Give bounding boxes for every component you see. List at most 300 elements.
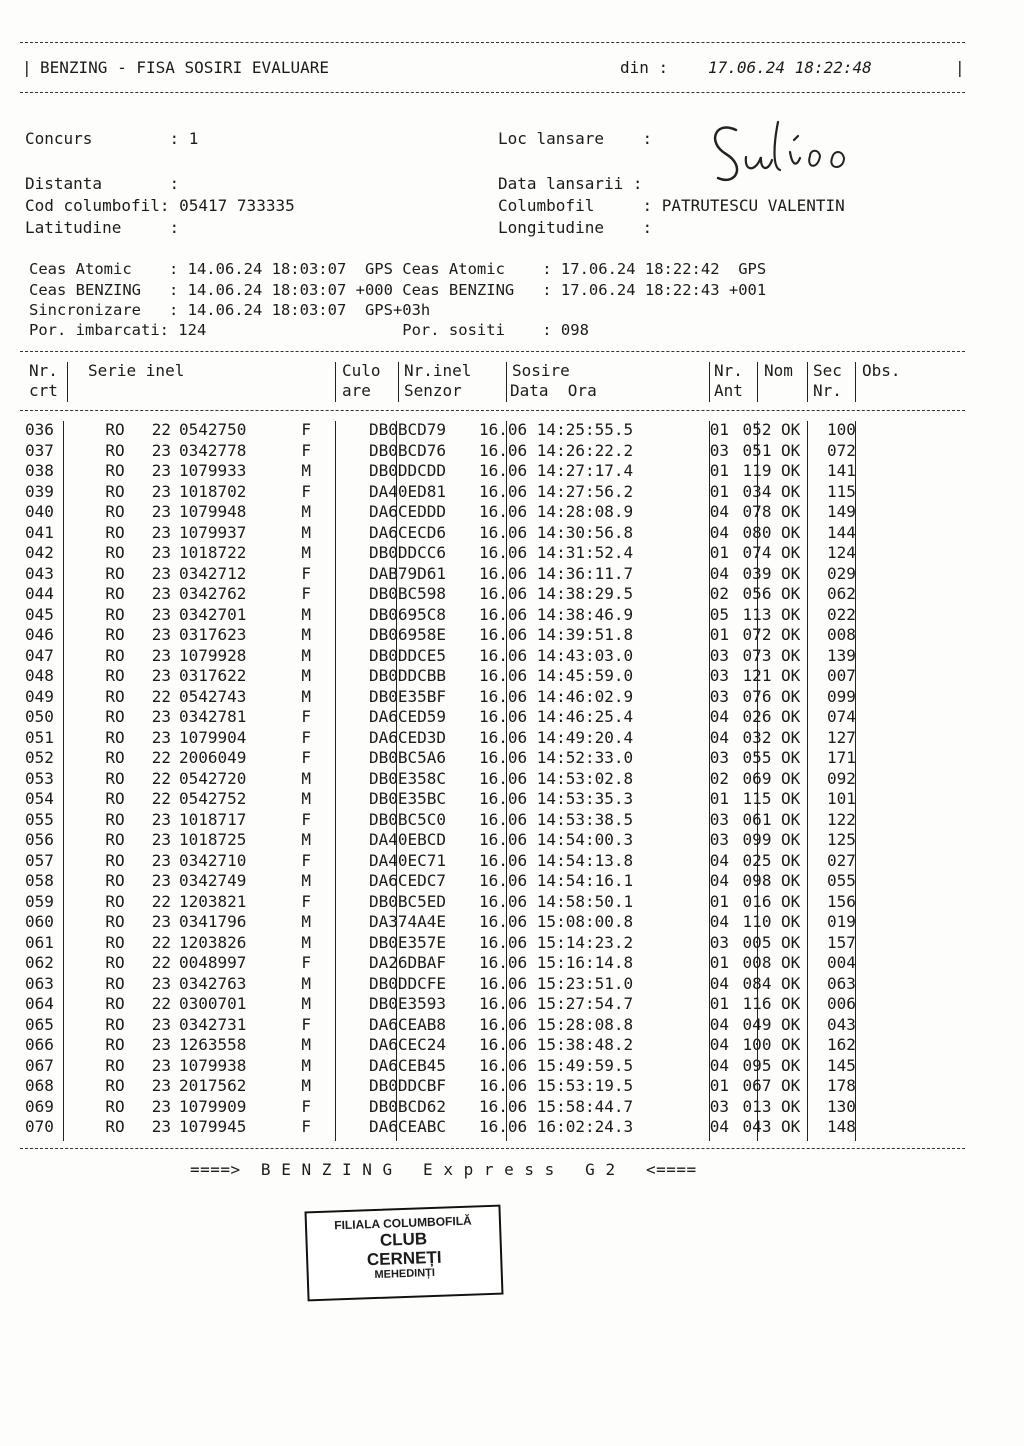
row-obs: 099 [827, 686, 856, 706]
table-row [25, 687, 887, 708]
table-row [25, 810, 887, 831]
row-sex: M [301, 604, 311, 624]
col-culoare: Culo [342, 361, 381, 380]
row-nr: 067 [25, 1055, 54, 1075]
row-nom: 121 [742, 666, 772, 685]
row-obs: 007 [827, 666, 856, 685]
row-year: 23 [151, 502, 171, 521]
row-sec: OK [781, 502, 801, 521]
row-sec: OK [781, 481, 801, 501]
row-sex: M [301, 994, 311, 1013]
row-sex: M [301, 686, 311, 706]
row-country: RO [105, 420, 125, 439]
vbar-header-3 [398, 362, 399, 402]
row-nr-ant: 03 [709, 748, 729, 767]
row-arrival: 16.06 15:23:51.0 [479, 973, 634, 993]
row-nr: 066 [25, 1035, 54, 1054]
row-sensor: DB0BC598 [369, 584, 447, 603]
row-nom: 032 [742, 727, 772, 747]
row-nr: 040 [25, 502, 54, 521]
row-arrival: 16.06 14:52:33.0 [479, 748, 634, 767]
row-sex: M [301, 789, 311, 808]
col-ant: Ant [714, 381, 743, 400]
row-nr-ant: 04 [709, 502, 729, 521]
row-nr-ant: 01 [709, 953, 729, 972]
row-ring: 1079928 [179, 645, 247, 665]
row-year: 22 [151, 994, 171, 1013]
row-year: 23 [151, 563, 171, 583]
row-nom: 043 [742, 1117, 772, 1136]
row-obs: 043 [827, 1014, 856, 1034]
row-ring: 0342749 [179, 871, 247, 890]
table-row [25, 564, 887, 585]
row-year: 23 [151, 871, 171, 890]
row-ring: 0542752 [179, 789, 247, 808]
row-country: RO [105, 912, 125, 931]
columns-bottom-divider [20, 410, 965, 411]
row-obs: 125 [827, 830, 856, 849]
row-nr-ant: 01 [709, 994, 729, 1013]
row-nom: 100 [742, 1035, 772, 1054]
row-nr-ant: 03 [709, 686, 729, 706]
row-arrival: 16.06 14:38:46.9 [479, 604, 634, 624]
table-row [25, 461, 887, 482]
row-color [311, 564, 369, 585]
table-row [25, 871, 887, 892]
row-sec: OK [781, 809, 801, 829]
clock-line-benzing: Ceas BENZING : 14.06.24 18:03:07 +000 Ceas BENZING : 17.06.24 18:22:43 +001 [29, 281, 767, 299]
vbar-header-7 [807, 362, 808, 402]
row-sex: M [301, 1055, 311, 1075]
row-color [311, 974, 369, 995]
row-nr-ant: 04 [709, 1055, 729, 1075]
row-sensor: DA40ED81 [369, 481, 447, 501]
row-nom: 052 [742, 420, 772, 439]
row-sensor: DB0DDCFE [369, 973, 447, 993]
row-year: 23 [151, 912, 171, 931]
row-color [311, 1056, 369, 1077]
table-row [25, 605, 887, 626]
stamp-line4: MEHEDINȚI [374, 1266, 436, 1282]
row-ring: 0048997 [179, 953, 247, 972]
row-nom: 055 [742, 748, 772, 767]
row-arrival: 16.06 14:26:22.2 [479, 440, 634, 460]
row-ring: 0342701 [179, 604, 247, 624]
table-row [25, 1056, 887, 1077]
table-bottom-divider [20, 1148, 965, 1149]
row-nr-ant: 01 [709, 789, 729, 808]
row-year: 23 [151, 1096, 171, 1116]
columbofil-field: Columbofil : PATRUTESCU VALENTIN [498, 196, 845, 215]
row-ring: 0542750 [179, 420, 247, 439]
row-sensor: DA6CED59 [369, 707, 447, 726]
table-row [25, 1015, 887, 1036]
row-nr: 043 [25, 563, 54, 583]
row-ring: 1018725 [179, 830, 247, 849]
row-color [311, 1076, 369, 1097]
row-arrival: 16.06 14:43:03.0 [479, 645, 634, 665]
row-nr: 056 [25, 830, 54, 849]
row-nom: 067 [742, 1076, 772, 1095]
row-year: 23 [151, 850, 171, 870]
row-obs: 162 [827, 1035, 856, 1054]
row-nr-ant: 02 [709, 584, 729, 603]
row-obs: 130 [827, 1096, 856, 1116]
row-nr: 045 [25, 604, 54, 624]
row-nr: 051 [25, 727, 54, 747]
row-nr-ant: 03 [709, 809, 729, 829]
row-arrival: 16.06 15:38:48.2 [479, 1035, 634, 1054]
row-ring: 1079945 [179, 1117, 247, 1136]
row-arrival: 16.06 14:30:56.8 [479, 522, 634, 542]
row-arrival: 16.06 16:02:24.3 [479, 1117, 634, 1136]
row-nom: 051 [742, 440, 772, 460]
row-nr: 058 [25, 871, 54, 890]
row-obs: 100 [827, 420, 856, 439]
row-year: 23 [151, 666, 171, 685]
club-stamp [304, 1205, 503, 1302]
row-nr: 063 [25, 973, 54, 993]
row-country: RO [105, 830, 125, 849]
row-nr: 048 [25, 666, 54, 685]
row-obs: 019 [827, 912, 856, 931]
row-nom: 026 [742, 707, 772, 726]
row-year: 23 [151, 461, 171, 480]
footer-benzing-express: ====> B E N Z I N G E x p r e s s G 2 <==== [190, 1160, 697, 1179]
row-country: RO [105, 1076, 125, 1095]
row-nr-ant: 03 [709, 645, 729, 665]
row-ring: 0342712 [179, 563, 247, 583]
row-nr-ant: 01 [709, 625, 729, 644]
row-country: RO [105, 748, 125, 767]
row-nom: 084 [742, 973, 772, 993]
row-color [311, 625, 369, 646]
row-sensor: DB0E35BF [369, 686, 447, 706]
row-obs: 008 [827, 625, 856, 644]
row-country: RO [105, 932, 125, 952]
row-sex: F [301, 440, 311, 460]
row-sec: OK [781, 912, 801, 931]
longitudine-field: Longitudine : [498, 218, 653, 237]
row-arrival: 16.06 14:46:02.9 [479, 686, 634, 706]
row-country: RO [105, 625, 125, 644]
cod-columbofil-field: Cod columbofil: 05417 733335 [25, 196, 295, 215]
row-year: 22 [151, 891, 171, 911]
row-country: RO [105, 809, 125, 829]
header-divider [20, 92, 965, 93]
row-sec: OK [781, 850, 801, 870]
row-sex: F [301, 584, 311, 603]
row-arrival: 16.06 14:39:51.8 [479, 625, 634, 644]
row-color [311, 441, 369, 462]
table-row [25, 892, 887, 913]
row-country: RO [105, 727, 125, 747]
row-nr: 046 [25, 625, 54, 644]
row-year: 23 [151, 481, 171, 501]
vbar-header-5 [709, 362, 710, 402]
arrivals-table [25, 420, 887, 1138]
row-nr-ant: 03 [709, 666, 729, 685]
row-year: 23 [151, 440, 171, 460]
row-nr: 036 [25, 420, 54, 439]
row-year: 22 [151, 768, 171, 788]
row-sensor: DB0BC5A6 [369, 748, 447, 767]
row-obs: 144 [827, 522, 856, 542]
row-arrival: 16.06 14:53:38.5 [479, 809, 634, 829]
row-nr: 069 [25, 1096, 54, 1116]
row-nr: 038 [25, 461, 54, 480]
row-nr-ant: 05 [709, 604, 729, 624]
row-country: RO [105, 645, 125, 665]
row-obs: 124 [827, 543, 856, 562]
row-sex: M [301, 912, 311, 931]
loc-lansare-field: Loc lansare : [498, 129, 653, 148]
row-year: 23 [151, 1035, 171, 1054]
row-sec: OK [781, 830, 801, 849]
row-nr-ant: 04 [709, 1035, 729, 1054]
row-nr: 062 [25, 953, 54, 972]
row-ring: 0342710 [179, 850, 247, 870]
row-year: 22 [151, 420, 171, 439]
row-color [311, 953, 369, 974]
row-nr-ant: 03 [709, 1096, 729, 1116]
row-year: 23 [151, 625, 171, 644]
row-color [311, 728, 369, 749]
row-ring: 1018702 [179, 481, 247, 501]
row-color [311, 933, 369, 954]
row-country: RO [105, 891, 125, 911]
row-sec: OK [781, 686, 801, 706]
row-obs: 062 [827, 584, 856, 603]
row-sec: OK [781, 891, 801, 911]
row-sensor: DB0BC5C0 [369, 809, 447, 829]
row-obs: 156 [827, 891, 856, 911]
table-row [25, 666, 887, 687]
table-row [25, 748, 887, 769]
table-row [25, 728, 887, 749]
row-arrival: 16.06 14:54:13.8 [479, 850, 634, 870]
row-nom: 069 [742, 768, 772, 788]
row-sec: OK [781, 789, 801, 808]
row-sex: M [301, 871, 311, 890]
row-nr: 039 [25, 481, 54, 501]
row-nr: 041 [25, 522, 54, 542]
row-nr-ant: 03 [709, 932, 729, 952]
clock-line-sync: Sincronizare : 14.06.24 18:03:07 GPS+03h [29, 301, 431, 319]
row-sensor: DA6CEB45 [369, 1055, 447, 1075]
row-nom: 025 [742, 850, 772, 870]
row-obs: 074 [827, 707, 856, 726]
row-color [311, 748, 369, 769]
table-row [25, 543, 887, 564]
row-country: RO [105, 563, 125, 583]
row-nom: 034 [742, 481, 772, 501]
row-nom: 095 [742, 1055, 772, 1075]
row-nom: 074 [742, 543, 772, 562]
header-right-bar: | [955, 58, 965, 77]
row-nr-ant: 04 [709, 850, 729, 870]
row-nr: 054 [25, 789, 54, 808]
row-ring: 1203826 [179, 932, 247, 952]
row-nr-ant: 01 [709, 543, 729, 562]
row-color [311, 830, 369, 851]
col-culoare-2: are [342, 381, 371, 400]
row-obs: 022 [827, 604, 856, 624]
col-nr-ant: Nr. [714, 361, 743, 380]
row-country: RO [105, 502, 125, 521]
row-obs: 101 [827, 789, 856, 808]
row-country: RO [105, 707, 125, 726]
row-nr-ant: 03 [709, 830, 729, 849]
table-row [25, 789, 887, 810]
row-arrival: 16.06 14:38:29.5 [479, 584, 634, 603]
row-sensor: DB0E3593 [369, 994, 447, 1013]
row-sex: F [301, 809, 311, 829]
row-country: RO [105, 461, 125, 480]
row-sec: OK [781, 727, 801, 747]
row-sex: M [301, 522, 311, 542]
row-sensor: DA6CEABC [369, 1117, 447, 1136]
row-color [311, 420, 369, 441]
row-nom: 078 [742, 502, 772, 521]
row-ring: 1079938 [179, 1055, 247, 1075]
row-sex: F [301, 1096, 311, 1116]
row-ring: 2017562 [179, 1076, 247, 1095]
row-sex: F [301, 748, 311, 767]
row-arrival: 16.06 15:28:08.8 [479, 1014, 634, 1034]
row-country: RO [105, 543, 125, 562]
table-row [25, 1076, 887, 1097]
row-nr-ant: 04 [709, 1014, 729, 1034]
row-year: 23 [151, 1117, 171, 1136]
row-arrival: 16.06 15:14:23.2 [479, 932, 634, 952]
row-sec: OK [781, 645, 801, 665]
row-ring: 1079904 [179, 727, 247, 747]
row-color [311, 666, 369, 687]
row-sex: M [301, 1076, 311, 1095]
row-arrival: 16.06 14:53:35.3 [479, 789, 634, 808]
row-sex: F [301, 481, 311, 501]
row-year: 22 [151, 932, 171, 952]
row-ring: 1079948 [179, 502, 247, 521]
col-nom: Nom [764, 361, 793, 380]
row-country: RO [105, 1055, 125, 1075]
row-year: 23 [151, 809, 171, 829]
row-sensor: DB0DDCBF [369, 1076, 447, 1095]
row-nr-ant: 04 [709, 871, 729, 890]
row-obs: 141 [827, 461, 856, 480]
vbar-header-1 [67, 362, 68, 402]
row-obs: 092 [827, 768, 856, 788]
row-obs: 148 [827, 1117, 856, 1136]
row-obs: 127 [827, 727, 856, 747]
row-obs: 122 [827, 809, 856, 829]
row-color [311, 789, 369, 810]
row-obs: 139 [827, 645, 856, 665]
table-row [25, 830, 887, 851]
row-nom: 016 [742, 891, 772, 911]
row-sex: M [301, 973, 311, 993]
row-sex: M [301, 645, 311, 665]
row-sex: M [301, 625, 311, 644]
row-nr-ant: 04 [709, 707, 729, 726]
distanta-field: Distanta : [25, 174, 180, 193]
row-ring: 1079909 [179, 1096, 247, 1116]
row-nr: 037 [25, 440, 54, 460]
row-year: 22 [151, 686, 171, 706]
row-year: 23 [151, 830, 171, 849]
table-row [25, 523, 887, 544]
row-obs: 178 [827, 1076, 856, 1095]
row-nom: 113 [742, 604, 772, 624]
table-row [25, 420, 887, 441]
clock-line-atomic: Ceas Atomic : 14.06.24 18:03:07 GPS Ceas Atomic : 17.06.24 18:22:42 GPS [29, 260, 767, 278]
row-obs: 149 [827, 502, 856, 521]
row-nom: 039 [742, 563, 772, 583]
row-sensor: DA6CED3D [369, 727, 447, 747]
row-nr-ant: 01 [709, 461, 729, 480]
row-year: 23 [151, 1076, 171, 1095]
row-arrival: 16.06 14:36:11.7 [479, 563, 634, 583]
table-row [25, 584, 887, 605]
row-country: RO [105, 481, 125, 501]
row-sec: OK [781, 1076, 801, 1095]
row-sensor: DA374A4E [369, 912, 447, 931]
row-nom: 119 [742, 461, 772, 480]
row-sensor: DB06958E [369, 625, 447, 644]
row-sec: OK [781, 461, 801, 480]
row-sec: OK [781, 1117, 801, 1136]
row-ring: 0300701 [179, 994, 247, 1013]
row-country: RO [105, 522, 125, 542]
row-arrival: 16.06 14:25:55.5 [479, 420, 634, 439]
row-color [311, 502, 369, 523]
row-nom: 080 [742, 522, 772, 542]
row-color [311, 912, 369, 933]
row-sec: OK [781, 932, 801, 952]
row-sec: OK [781, 1014, 801, 1034]
row-sex: M [301, 543, 311, 562]
row-color [311, 707, 369, 728]
row-ring: 1079937 [179, 522, 247, 542]
top-divider [20, 42, 965, 43]
table-row [25, 502, 887, 523]
row-sensor: DA6CEC24 [369, 1035, 447, 1054]
row-nr-ant: 01 [709, 891, 729, 911]
row-sex: M [301, 932, 311, 952]
row-arrival: 16.06 15:53:19.5 [479, 1076, 634, 1095]
row-sensor: DB0BC5ED [369, 891, 447, 911]
row-color [311, 769, 369, 790]
row-sensor: DB0E357E [369, 932, 447, 952]
row-ring: 0317622 [179, 666, 247, 685]
table-row [25, 707, 887, 728]
row-sex: F [301, 563, 311, 583]
row-arrival: 16.06 14:45:59.0 [479, 666, 634, 685]
row-sensor: DB0DDCDD [369, 461, 447, 480]
row-sex: F [301, 1117, 311, 1136]
row-sex: F [301, 1014, 311, 1034]
row-nr-ant: 03 [709, 440, 729, 460]
row-year: 23 [151, 1014, 171, 1034]
table-row [25, 974, 887, 995]
row-country: RO [105, 440, 125, 460]
row-sec: OK [781, 584, 801, 603]
row-year: 22 [151, 789, 171, 808]
row-color [311, 892, 369, 913]
row-sec: OK [781, 1096, 801, 1116]
row-country: RO [105, 973, 125, 993]
